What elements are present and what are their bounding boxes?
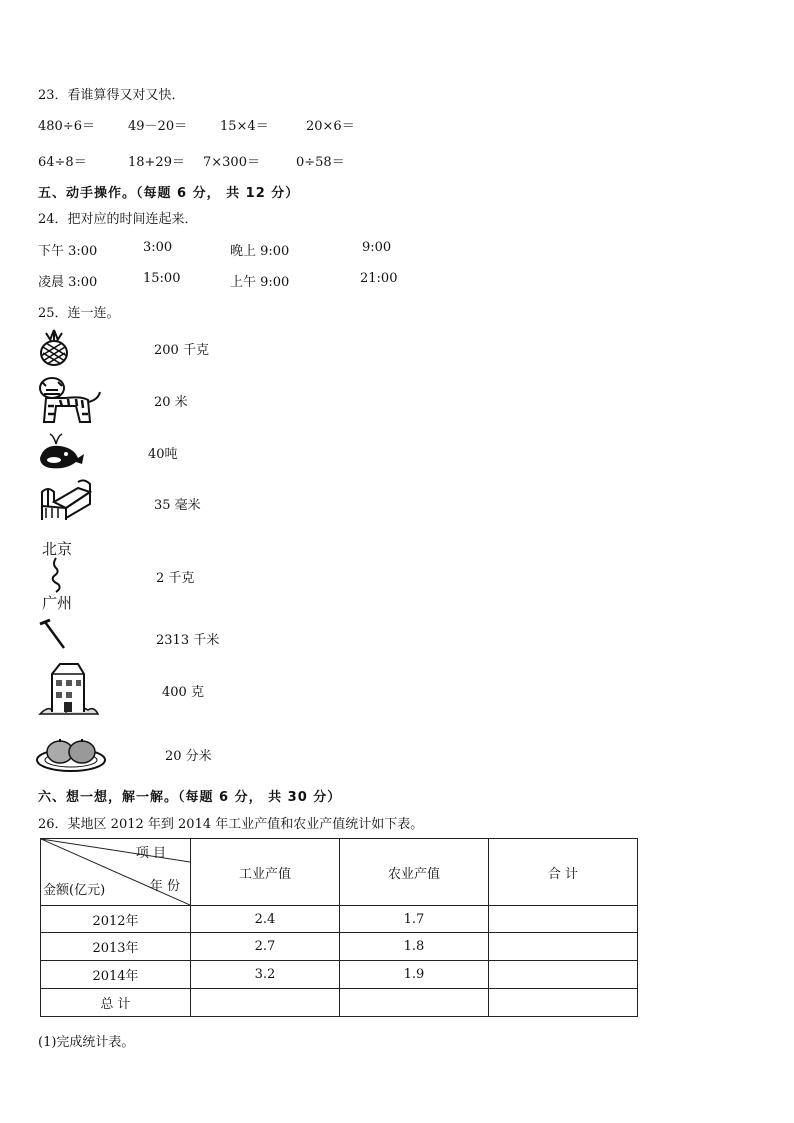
q24-time: 9:00 [362, 240, 392, 255]
sum-cell [191, 989, 340, 1017]
q25-title: 25．连一连。 [38, 306, 120, 321]
table-corner-header [41, 839, 191, 906]
building-icon [38, 660, 100, 716]
map-city-guangzhou: 广州 [42, 594, 73, 612]
q24-time: 凌晨 3:00 [38, 275, 98, 290]
q25-label: 20 米 [154, 395, 188, 410]
corner-label-amount: 金额(亿元) [43, 883, 106, 898]
sum-cell [489, 989, 638, 1017]
year-cell: 2013年 [41, 933, 191, 961]
column-header: 工业产值 [191, 839, 340, 906]
q23-expr: 49－20＝ [128, 119, 188, 134]
pineapple-icon [36, 328, 72, 366]
q26-title: 26．某地区 2012 年到 2014 年工业产值和农业产值统计如下表。 [38, 817, 424, 832]
corner-label-year: 年 份 [149, 879, 180, 894]
q26-sub1: (1)完成统计表。 [38, 1035, 135, 1050]
q25-label: 35 毫米 [154, 498, 201, 513]
total-cell [489, 933, 638, 961]
map-city-beijing: 北京 [42, 540, 73, 558]
q25-label: 400 克 [162, 685, 204, 700]
agriculture-cell: 1.9 [340, 961, 489, 989]
q23-expr: 64÷8＝ [38, 155, 87, 170]
q23-expr: 15×4＝ [220, 119, 269, 134]
q25-label: 40吨 [148, 447, 178, 462]
agriculture-cell: 1.7 [340, 906, 489, 933]
table-row [41, 933, 638, 961]
bed-icon [38, 478, 94, 522]
fruit-plate-icon [34, 728, 108, 774]
q24-time: 15:00 [143, 271, 181, 286]
agriculture-cell: 1.8 [340, 933, 489, 961]
industry-cell: 3.2 [191, 961, 340, 989]
year-cell: 2012年 [41, 906, 191, 933]
q25-label: 20 分米 [165, 749, 212, 764]
map-route-icon [40, 556, 80, 594]
q24-time: 21:00 [360, 271, 398, 286]
q24-time: 下午 3:00 [38, 244, 98, 259]
q23-title: 23．看谁算得又对又快． [38, 88, 185, 103]
q25-label: 2 千克 [156, 571, 195, 586]
whale-icon [36, 432, 86, 472]
sum-label: 总 计 [41, 989, 191, 1017]
industry-cell: 2.7 [191, 933, 340, 961]
column-header: 合 计 [489, 839, 638, 906]
corner-label-item: 项 目 [135, 846, 166, 861]
q23-expr: 20×6＝ [306, 119, 355, 134]
q24-time: 3:00 [143, 240, 173, 255]
q24-title: 24．把对应的时间连起来． [38, 212, 198, 227]
table-sum-row [41, 989, 638, 1017]
column-header: 农业产值 [340, 839, 489, 906]
section-5-heading: 五、动手操作。（每题 6 分， 共 12 分） [38, 186, 300, 201]
q23-expr: 480÷6＝ [38, 119, 95, 134]
q24-time: 晚上 9:00 [230, 244, 290, 259]
tiger-icon [36, 376, 102, 426]
q24-time: 上午 9:00 [230, 275, 290, 290]
total-cell [489, 906, 638, 933]
table-row [41, 961, 638, 989]
nail-icon [38, 618, 70, 652]
q25-label: 2313 千米 [156, 633, 220, 648]
statistics-table [40, 838, 638, 1017]
q23-expr: 7×300＝ [203, 155, 260, 170]
year-cell: 2014年 [41, 961, 191, 989]
q23-expr: 0÷58＝ [296, 155, 345, 170]
industry-cell: 2.4 [191, 906, 340, 933]
q25-label: 200 千克 [154, 343, 209, 358]
sum-cell [340, 989, 489, 1017]
table-row [41, 906, 638, 933]
q23-expr: 18+29＝ [128, 155, 185, 170]
total-cell [489, 961, 638, 989]
section-6-heading: 六、想一想，解一解。（每题 6 分， 共 30 分） [38, 790, 342, 805]
